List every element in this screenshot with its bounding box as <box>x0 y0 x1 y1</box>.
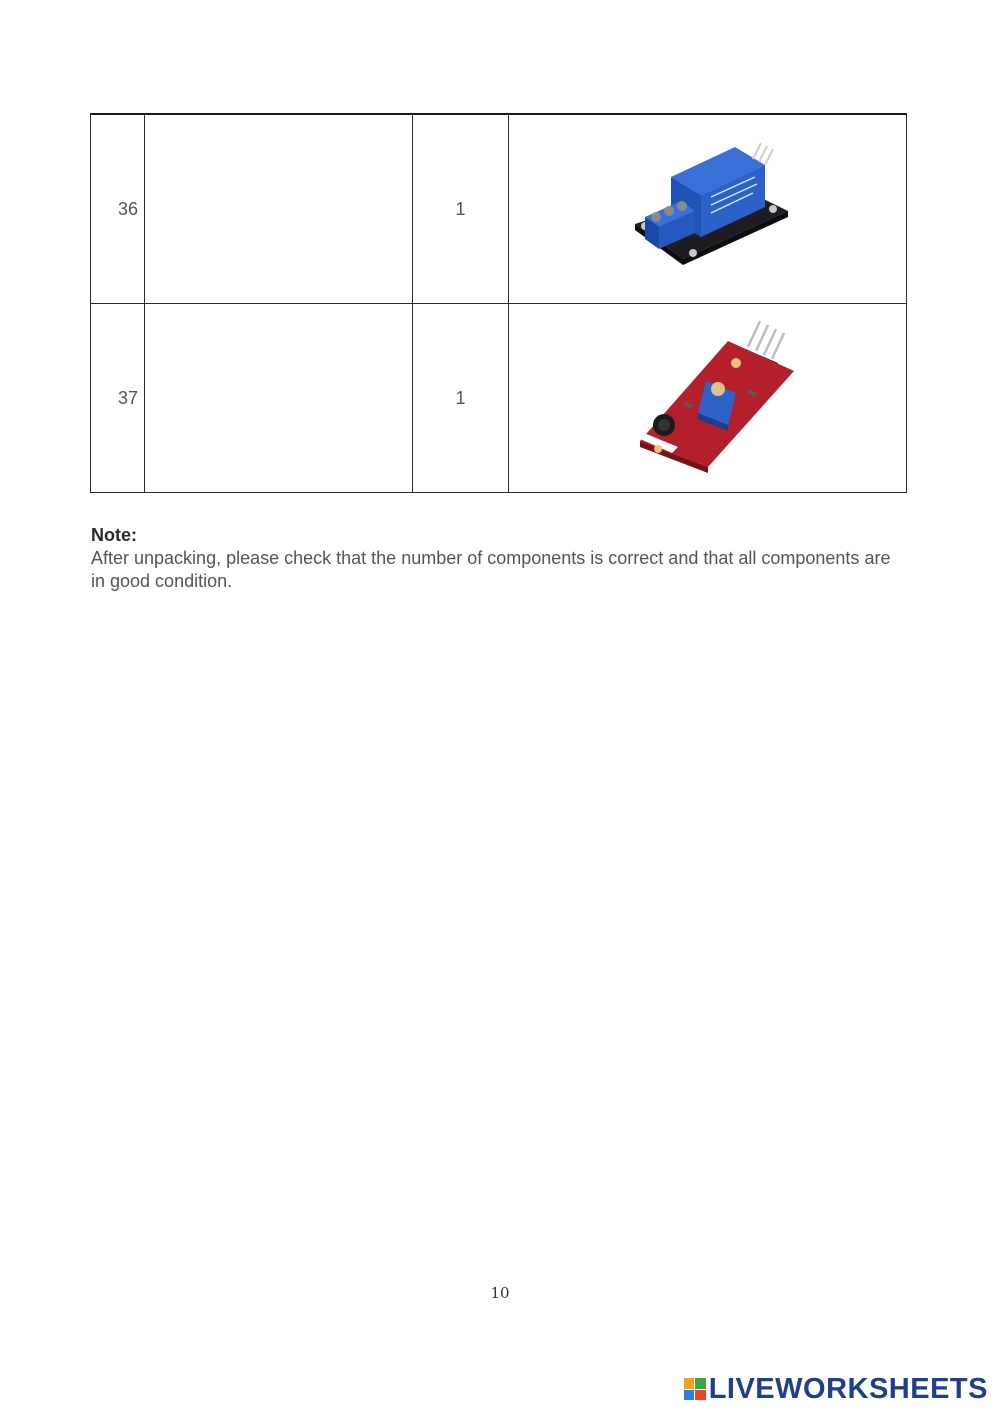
components-table <box>90 113 907 493</box>
row-index: 36 <box>91 114 145 304</box>
liveworksheets-logo-icon <box>684 1378 706 1400</box>
component-name-cell <box>145 114 413 304</box>
relay-module-image <box>623 129 793 289</box>
note-text: After unpacking, please check that the number of components is correct and that all components are in good condition. <box>91 548 891 591</box>
note-section <box>91 524 891 593</box>
page-number: 10 <box>490 1284 510 1302</box>
table-row <box>91 304 907 493</box>
liveworksheets-brand[interactable] <box>684 1372 988 1406</box>
component-image-cell <box>509 304 907 493</box>
table-row <box>91 114 907 304</box>
component-name-cell <box>145 304 413 493</box>
sound-sensor-module-image <box>618 313 798 483</box>
note-title: Note: <box>91 525 137 545</box>
quantity-cell: 1 <box>413 304 509 493</box>
quantity-cell: 1 <box>413 114 509 304</box>
component-image-cell <box>509 114 907 304</box>
row-index: 37 <box>91 304 145 493</box>
brand-name: LIVEWORKSHEETS <box>708 1372 988 1405</box>
